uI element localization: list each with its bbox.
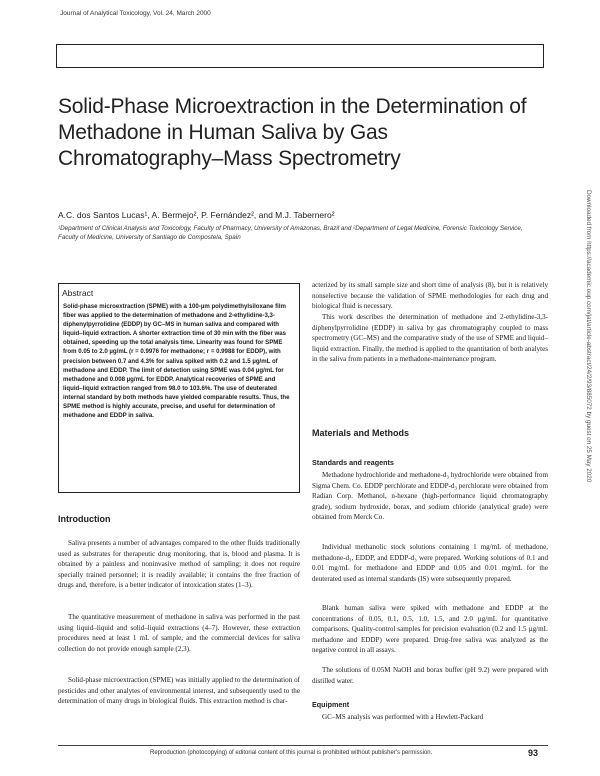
intro-continued-paragraph-1: acterized by its small sample size and short time of analysis (8), but it is relatively nonselective because the validation of SPME methodologies for each drug and biological fluid is necessary.	[312, 281, 548, 311]
running-head: Journal of Analytical Toxicology, Vol. 24, March 2000	[60, 10, 211, 17]
equipment-heading: Equipment	[312, 700, 350, 709]
abstract-label: Abstract	[62, 288, 94, 298]
equipment-paragraph: GC–MS analysis was performed with a Hewlett-Packard	[322, 713, 484, 721]
introduction-heading: Introduction	[58, 514, 111, 524]
materials-methods-heading: Materials and Methods	[312, 428, 410, 438]
page-number: 93	[528, 748, 539, 758]
intro-paragraph-3: Solid-phase microextraction (SPME) was initially applied to the determination of pesticides and other analytes of environmental interest, and subsequently used to the determination of many drugs in biological fluids. This extraction method is char-	[58, 676, 300, 706]
affiliations: ¹Department of Clinical Analysis and Toxicology, Faculty of Pharmacy, University of Amazonas, Brazil and ²Department of Legal Medicine, Forensic Toxicology Service, Faculty of Medicine, University of Santiago de Compostela, Spain	[58, 225, 523, 241]
download-watermark: Downloaded from https://academic.oup.com/jat/article-abstract/24/2/93/885072 by guest on 25 May 2020	[585, 190, 592, 483]
standards-reagents-heading: Standards and reagents	[312, 458, 394, 467]
abstract-text: Solid-phase microextraction (SPME) with a 100-µm polydimethylsiloxane film fiber was applied to the determination of methadone and 2-ethylidine-3,3-diphenylpyrrolidine (EDDP) by GC–MS in human saliva and compared with liquid–liquid extraction. A shorter extraction time of 30 min with the fiber was obtained, speeding up the total analysis time. Linearity was found for SPME from 0.05 to 2.0 µg/mL (r = 0.9976 for methadone; r = 0.9988 for EDDP), with precision between 0.7 and 4.3% for saliva spiked with 0.2 and 1.5 µg/mL of methadone and EDDP. The limit of detection using SPME was 0.04 µg/mL for methadone and 0.008 µg/mL for EDDP. Analytical recoveries of SPME and liquid–liquid extraction ranged from 98.0 to 103.6%. The use of deuterated internal standard by both methods have yielded comparable results. Thus, the SPME method is highly accurate, precise, and useful for determination of methadone and EDDP in saliva.	[63, 303, 290, 420]
standards-paragraph-4: The solutions of 0.05M NaOH and borax buffer (pH 9.2) were prepared with distilled water.	[312, 666, 548, 685]
standards-paragraph-2: Individual methanolic stock solutions containing 1 mg/mL of methadone, methadone-d₃, EDDP, and EDDP-d₃ were prepared. Working solutions of 0.1 and 0.01 mg/mL for methadone and EDDP and 0.05 and 0.01 mg/mL for the deuterated used as internal standards (IS) were subsequently prepared.	[312, 543, 548, 583]
article-title: Solid-Phase Microextraction in the Determination of Methadone in Human Saliva by Gas Chromatography–Mass Spectrometry	[58, 95, 527, 170]
standards-paragraph-3: Blank human saliva were spiked with methadone and EDDP at the concentrations of 0.05, 0.1, 0.5, 1.0, 1.5, and 2.0 µg/mL for quantitative comparisons. Quality-control samples for precision evaluation (0.2 and 1.5 µg/mL methadone and EDDP) were prepared. Drug-free saliva was analyzed as the negative control in all assays.	[312, 604, 548, 655]
intro-paragraph-1: Saliva presents a number of advantages compared to the other fluids traditionally used as substrates for therapeutic drug monitoring, that is, blood and plasma. It is obtained by a painless and noninvasive method of sampling; it does not require specially trained personnel; it is readily available; it contains the free fraction of drugs and, therefore, is a better indicator of intoxication states (1–3).	[58, 539, 300, 590]
intro-paragraph-2: The quantitative measurement of methadone in saliva was performed in the past using liquid–liquid and solid–liquid extractions (4–7). However, these extraction procedures need at least 1 mL of sample, and the commercial devices for saliva collection do not provide enough sample (2,3).	[58, 613, 300, 653]
footer-rule	[58, 745, 548, 746]
standards-paragraph-1: Methadone hydrochloride and methadone-d₃ hydrochloride were obtained from Sigma Chem. Co. EDDP perchlorate and EDDP-d₃ perchlorate were obtained from Radian Corp. Methanol, n-hexane (high-performance liquid chromatography grade), sodium hydroxide, borax, and sodium chloride (analytical grade) were obtained from Merck Co.	[312, 471, 548, 522]
intro-continued-paragraph-2: This work describes the determination of methadone and 2-ethylidine-3,3-diphenylpyrrolidine (EDDP) in saliva by gas chromatography coupled to mass spectrometry (GC–MS) and the comparative study of the use of SPME and liquid–liquid extraction. Finally, the method is applied to the quantitation of both analytes in the saliva from patients in a methadone-maintenance program.	[312, 313, 548, 364]
header-rule-box	[56, 44, 544, 68]
author-list: A.C. dos Santos Lucas¹, A. Bermejo², P. Fernández², and M.J. Tabernero²	[58, 210, 335, 220]
footer-notice: Reproduction (photocopying) of editorial content of this journal is prohibited without publisher's permission.	[150, 750, 433, 756]
